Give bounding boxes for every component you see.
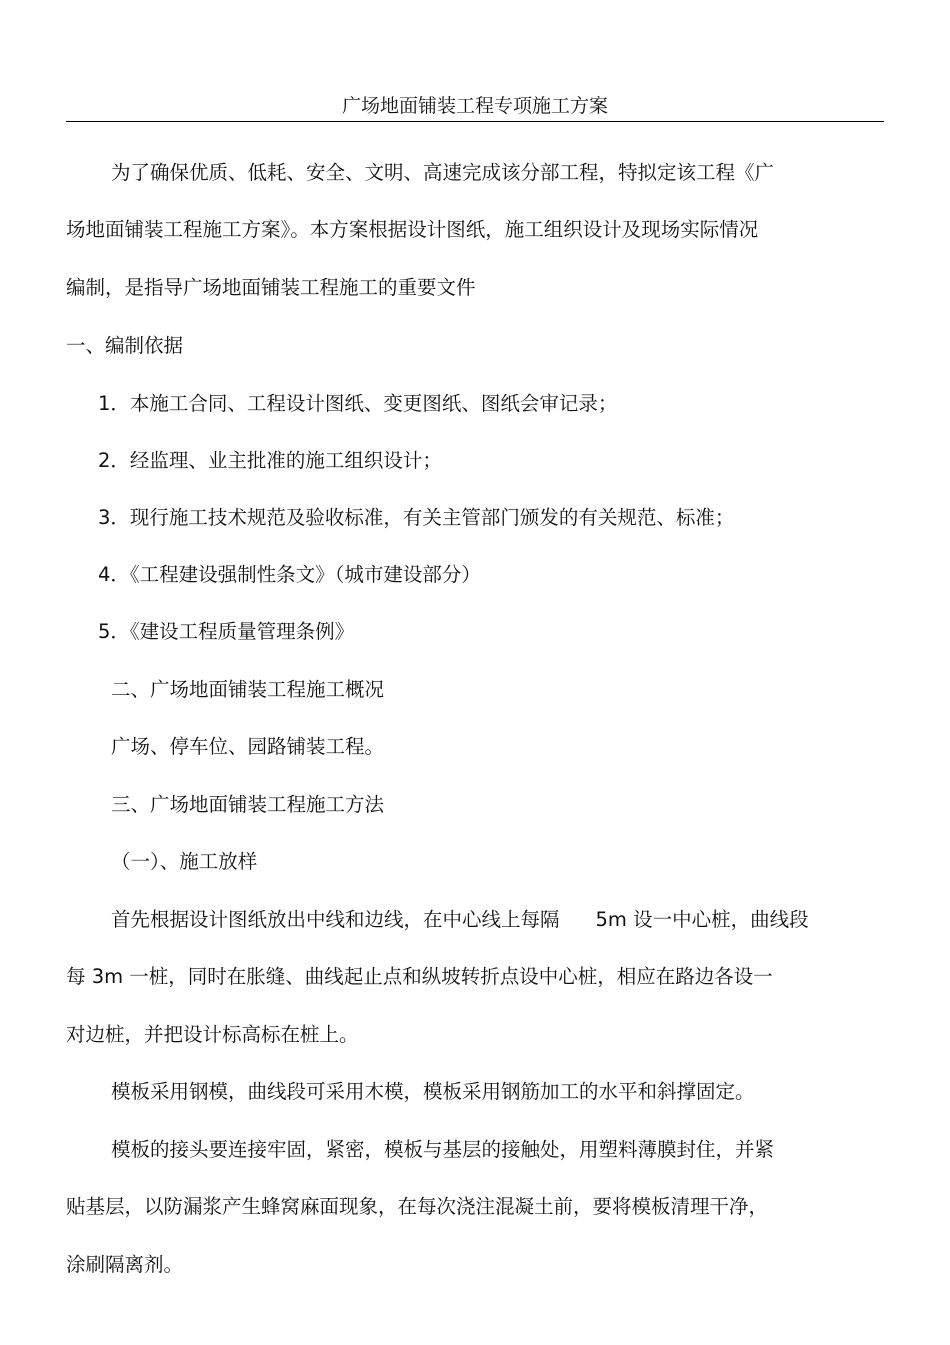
formwork-paragraph: 模板采用钢模，曲线段可采用木模，模板采用钢筋加工的水平和斜撑固定。 [111,1080,755,1103]
section-2-heading: 二、广场地面铺装工程施工概况 [111,678,385,701]
joint-line-3: 涂刷隔离剂。 [66,1253,184,1276]
basis-item-4: 4．《工程建设强制性条文》（城市建设部分） [98,563,481,586]
basis-item-1: 1．本施工合同、工程设计图纸、变更图纸、图纸会审记录； [98,392,618,415]
joint-line-2: 贴基层，以防漏浆产生蜂窝麻面现象，在每次浇注混凝土前，要将模板清理干净， [66,1195,769,1218]
section-2-body: 广场、停车位、园路铺装工程。 [111,735,385,758]
basis-item-2: 2．经监理、业主批准的施工组织设计； [98,449,442,472]
staking-line-1-part-a: 首先根据设计图纸放出中线和边线，在中心线上每隔 [111,908,560,931]
staking-line-2: 每 3m 一桩，同时在胀缝、曲线起止点和纵坡转折点设中心桩，相应在路边各设一 [66,965,773,988]
staking-line-1 [111,907,809,933]
intro-line-1: 为了确保优质、低耗、安全、文明、高速完成该分部工程，特拟定该工程《广 [111,161,775,184]
joint-line-1: 模板的接头要连接牢固，紧密，模板与基层的接触处，用塑料薄膜封住，并紧 [111,1138,775,1161]
section-1-heading: 一、编制依据 [66,334,184,357]
staking-line-1-part-b: 5m 设一中心桩，曲线段 [595,908,809,931]
page-header-title: 广场地面铺装工程专项施工方案 [341,95,608,117]
intro-line-3: 编制，是指导广场地面铺装工程施工的重要文件 [66,276,476,299]
basis-item-5: 5．《建设工程质量管理条例》 [98,620,355,643]
subsection-1-heading: （一）、施工放样 [111,850,258,873]
intro-line-2: 场地面铺装工程施工方案》。本方案根据设计图纸，施工组织设计及现场实际情况 [66,218,759,241]
header-divider [66,121,884,122]
basis-item-3: 3．现行施工技术规范及验收标准，有关主管部门颁发的有关规范、标准； [98,506,735,529]
section-3-heading: 三、广场地面铺装工程施工方法 [111,793,385,816]
staking-line-3: 对边桩，并把设计标高标在桩上。 [66,1023,359,1046]
